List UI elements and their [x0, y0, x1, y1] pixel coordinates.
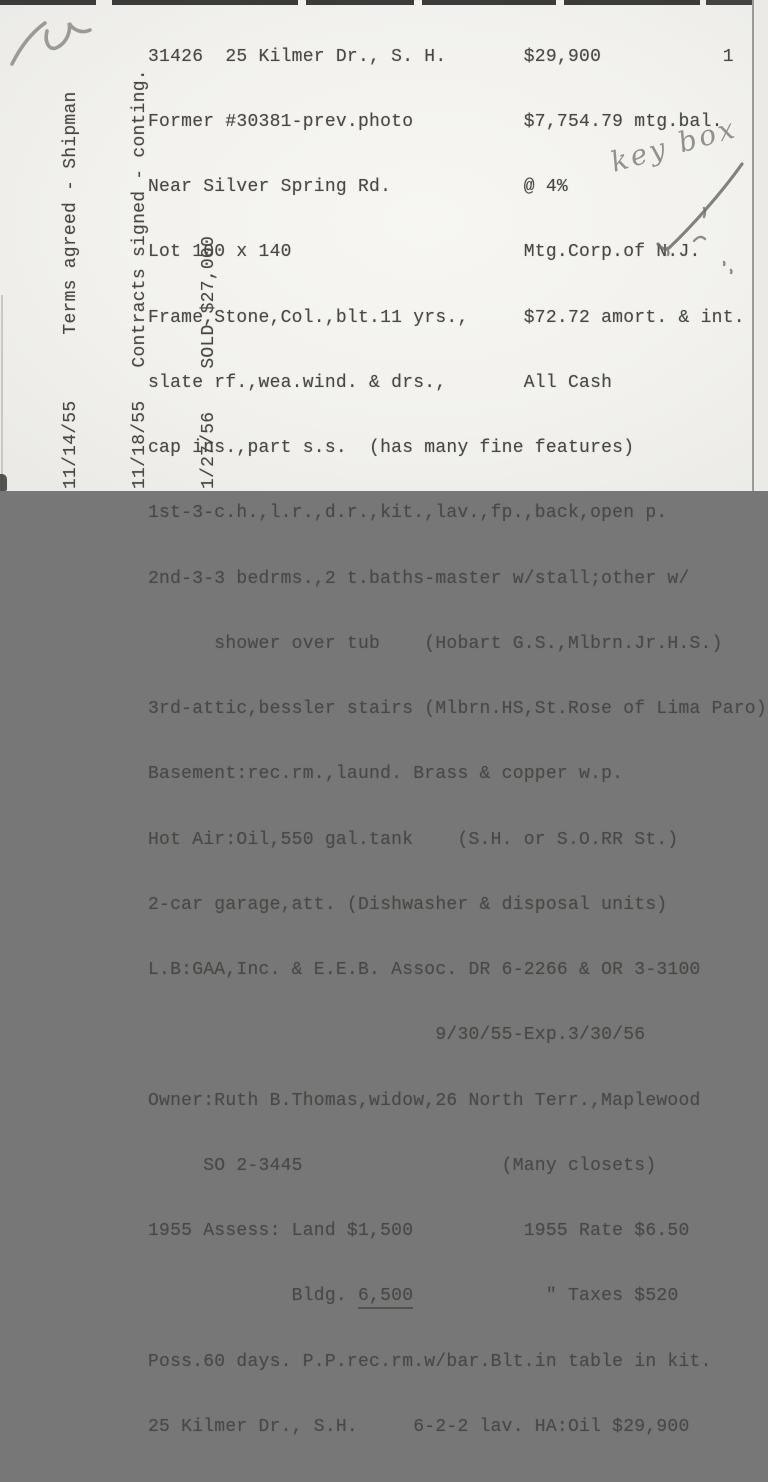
typed-line: 9/30/55-Exp.3/30/56: [148, 1025, 646, 1046]
typed-line: cap ins.,part s.s. (has many fine features): [148, 438, 635, 458]
margin-entry: [60, 0, 83, 489]
assess-bldg-prefix: Bldg.: [148, 1286, 358, 1307]
typed-line: 1955 Assess: Land $1,500 1955 Rate $6.50: [148, 1221, 690, 1241]
scan-corner-mark: [0, 474, 7, 491]
typed-line: 1st-3-c.h.,l.r.,d.r.,kit.,lav.,fp.,back,open p.: [148, 503, 668, 524]
assess-bldg-suffix: " Taxes $520: [413, 1286, 679, 1307]
typed-line: 2-car garage,att. (Dishwasher & disposal units): [148, 894, 668, 915]
typed-line: 25 Kilmer Dr., S.H. 6-2-2 lav. HA:Oil $29,900: [148, 1416, 690, 1437]
assess-bldg-underlined-value: 6,500: [358, 1286, 413, 1309]
typed-line: 3rd-attic,bessler stairs (Mlbrn.HS,St.Rose of Lima Paro): [148, 699, 767, 719]
typed-line: slate rf.,wea.wind. & drs., All Cash: [148, 372, 613, 393]
typed-line: Basement:rec.rm.,laund. Brass & copper w.p.: [148, 764, 624, 785]
typed-line: Hot Air:Oil,550 gal.tank (S.H. or S.O.RR St.): [148, 829, 679, 850]
typed-line: Frame,Stone,Col.,blt.11 yrs., $72.72 amort. & int.: [148, 307, 745, 328]
margin-note: Terms agreed - Shipman: [61, 91, 81, 335]
typed-line: Owner:Ruth B.Thomas,widow,26 North Terr.,Maplewood: [148, 1090, 701, 1111]
margin-note: SOLD $27,000: [199, 236, 219, 369]
margin-date: 11/18/55: [130, 400, 150, 489]
typed-line-header: 31426 25 Kilmer Dr., S. H. $29,900 1: [148, 46, 734, 67]
margin-entry: [129, 0, 152, 489]
margin-note: Contracts signed - conting.: [130, 69, 150, 368]
typed-line: Poss.60 days. P.P.rec.rm.w/bar.Blt.in table in kit.: [148, 1351, 712, 1372]
margin-date: 1/27/56: [199, 411, 219, 489]
handwritten-note: key box: [606, 111, 741, 179]
typed-line: shower over tub (Hobart G.S.,Mlbrn.Jr.H.S.): [148, 633, 723, 654]
margin-entry: [198, 0, 221, 489]
typed-line: Former #30381-prev.photo $7,754.79 mtg.bal.: [148, 111, 723, 132]
typed-line: Near Silver Spring Rd. @ 4%: [148, 177, 568, 197]
typed-line: L.B:GAA,Inc. & E.E.B. Assoc. DR 6-2266 & OR 3-3100: [148, 960, 701, 980]
typed-line: SO 2-3445 (Many closets): [148, 1155, 657, 1176]
typed-line: Lot 100 x 140 Mtg.Corp.of N.J.: [148, 242, 701, 263]
typed-line-assess-bldg: [148, 1286, 767, 1308]
margin-date: 11/14/55: [61, 400, 81, 489]
typed-line: 2nd-3-3 bedrms.,2 t.baths-master w/stall;other w/: [148, 568, 690, 589]
left-margin-block: [14, 0, 267, 489]
card-left-edge: [1, 295, 3, 491]
